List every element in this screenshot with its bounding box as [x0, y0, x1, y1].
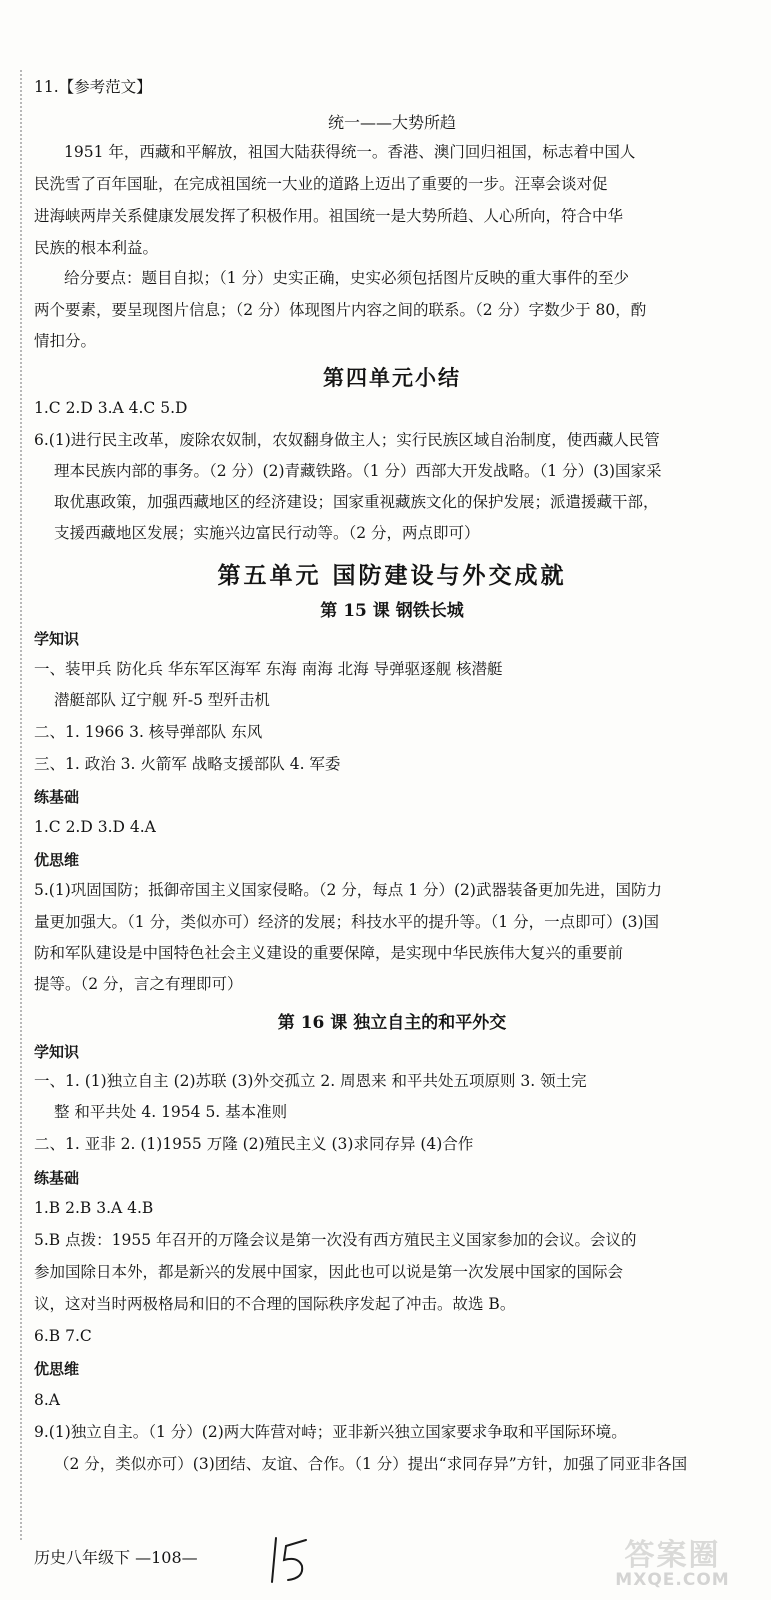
- lesson16-q5-line: 5.B 点拨：1955 年召开的万隆会议是第一次没有西方殖民主义国家参加的会议。会议的: [34, 1231, 637, 1249]
- page-footer: 历史八年级下 —108—: [34, 1548, 198, 1567]
- unit4-summary-title: 第四单元小结: [323, 365, 461, 390]
- lesson15-think-line: 提等。（2 分，言之有理即可）: [34, 975, 243, 993]
- lesson16-practice-label: 练基础: [34, 1169, 80, 1187]
- lesson15-learn-line: 三、1. 政治 3. 火箭军 战略支援部队 4. 军委: [34, 755, 341, 773]
- watermark-url: MXQE.COM: [615, 1570, 730, 1590]
- lesson16-title: 第 16 课 独立自主的和平外交: [277, 1013, 507, 1033]
- lesson15-learn-label: 学知识: [34, 630, 80, 648]
- unit5-title: 第五单元 国防建设与外交成就: [217, 562, 567, 589]
- lesson15-learn-line: 潜艇部队 辽宁舰 歼-5 型歼击机: [54, 691, 270, 709]
- lesson16-learn-line: 二、1. 亚非 2. (1)1955 万隆 (2)殖民主义 (3)求同存异 (4)合作: [34, 1135, 474, 1153]
- lesson16-learn-label: 学知识: [34, 1043, 80, 1061]
- lesson16-learn-line: 整 和平共处 4. 1954 5. 基本准则: [54, 1103, 288, 1121]
- handwritten-page-mark: [268, 1532, 324, 1586]
- lesson16-learn-line: 一、1. (1)独立自主 (2)苏联 (3)外交孤立 2. 周恩来 和平共处五项原则 3. 领土完: [34, 1072, 587, 1090]
- lesson16-q5-line: 议，这对当时两极格局和旧的不合理的国际秩序发起了冲击。故选 B。: [34, 1295, 516, 1313]
- scoring-line: 情扣分。: [34, 332, 97, 350]
- q11-label: 11.【参考范文】: [34, 78, 152, 96]
- lesson16-q9-line: （2 分，类似亦可）(3)团结、友谊、合作。（1 分）提出“求同存异”方针，加强了同亚非各国: [54, 1455, 688, 1473]
- scoring-line: 两个要素，要呈现图片信息；（2 分）体现图片内容之间的联系。（2 分）字数少于 80，酌: [34, 301, 647, 319]
- lesson15-learn-line: 二、1. 1966 3. 核导弹部队 东风: [34, 723, 263, 741]
- essay-line: 民族的根本利益。: [34, 239, 159, 257]
- unit4-q6-line: 理本民族内部的事务。（2 分）(2)青藏铁路。（1 分）西部大开发战略。（1 分）(3)国家采: [54, 462, 662, 480]
- lesson16-q67-answers: 6.B 7.C: [34, 1327, 92, 1345]
- essay-line: 1951 年，西藏和平解放，祖国大陆获得统一。香港、澳门回归祖国，标志着中国人: [64, 143, 636, 161]
- essay-line: 进海峡两岸关系健康发展发挥了积极作用。祖国统一是大势所趋、人心所向，符合中华: [34, 207, 624, 225]
- lesson15-learn-line: 一、装甲兵 防化兵 华东军区海军 东海 南海 北海 导弹驱逐舰 核潜艇: [34, 660, 503, 678]
- unit4-q6-line: 取优惠政策，加强西藏地区的经济建设；国家重视藏族文化的保护发展；派遣援藏干部，: [54, 493, 659, 511]
- lesson16-think-label: 优思维: [34, 1360, 80, 1378]
- watermark-logo: 答案圈: [624, 1538, 721, 1573]
- lesson15-think-line: 5.(1)巩固国防；抵御帝国主义国家侵略。（2 分，每点 1 分）(2)武器装备更加先进，国防力: [34, 881, 662, 899]
- lesson16-q5-line: 参加国除日本外，都是新兴的发展中国家，因此也可以说是第一次发展中国家的国际会: [34, 1263, 624, 1281]
- unit4-q6-line: 支援西藏地区发展；实施兴边富民行动等。（2 分，两点即可）: [54, 524, 480, 542]
- lesson16-q8-answer: 8.A: [34, 1391, 60, 1409]
- lesson15-think-line: 防和军队建设是中国特色社会主义建设的重要保障，是实现中华民族伟大复兴的重要前: [34, 944, 624, 962]
- binding-margin-line: [20, 70, 22, 1540]
- unit4-q6-line: 6.(1)进行民主改革，废除农奴制，农奴翻身做主人；实行民族区域自治制度，使西藏人民管: [34, 431, 660, 449]
- lesson15-practice-label: 练基础: [34, 788, 80, 806]
- essay-line: 民洗雪了百年国耻，在完成祖国统一大业的道路上迈出了重要的一步。汪辜会谈对促: [34, 175, 608, 193]
- lesson15-think-line: 量更加强大。（1 分，类似亦可）经济的发展；科技水平的提升等。（1 分，一点即可）(3)国: [34, 913, 660, 931]
- essay-title: 统一——大势所趋: [327, 113, 456, 132]
- site-watermark: [590, 1530, 755, 1596]
- lesson16-practice-answers: 1.B 2.B 3.A 4.B: [34, 1199, 154, 1217]
- scoring-line: 给分要点：题目自拟；（1 分）史实正确，史实必须包括图片反映的重大事件的至少: [64, 269, 630, 287]
- unit4-answers: 1.C 2.D 3.A 4.C 5.D: [34, 399, 188, 417]
- lesson16-q9-line: 9.(1)独立自主。（1 分）(2)两大阵营对峙；亚非新兴独立国家要求争取和平国际环境。: [34, 1423, 627, 1441]
- lesson15-title: 第 15 课 钢铁长城: [320, 601, 464, 621]
- lesson15-think-label: 优思维: [34, 851, 80, 869]
- lesson15-practice-answers: 1.C 2.D 3.D 4.A: [34, 818, 156, 836]
